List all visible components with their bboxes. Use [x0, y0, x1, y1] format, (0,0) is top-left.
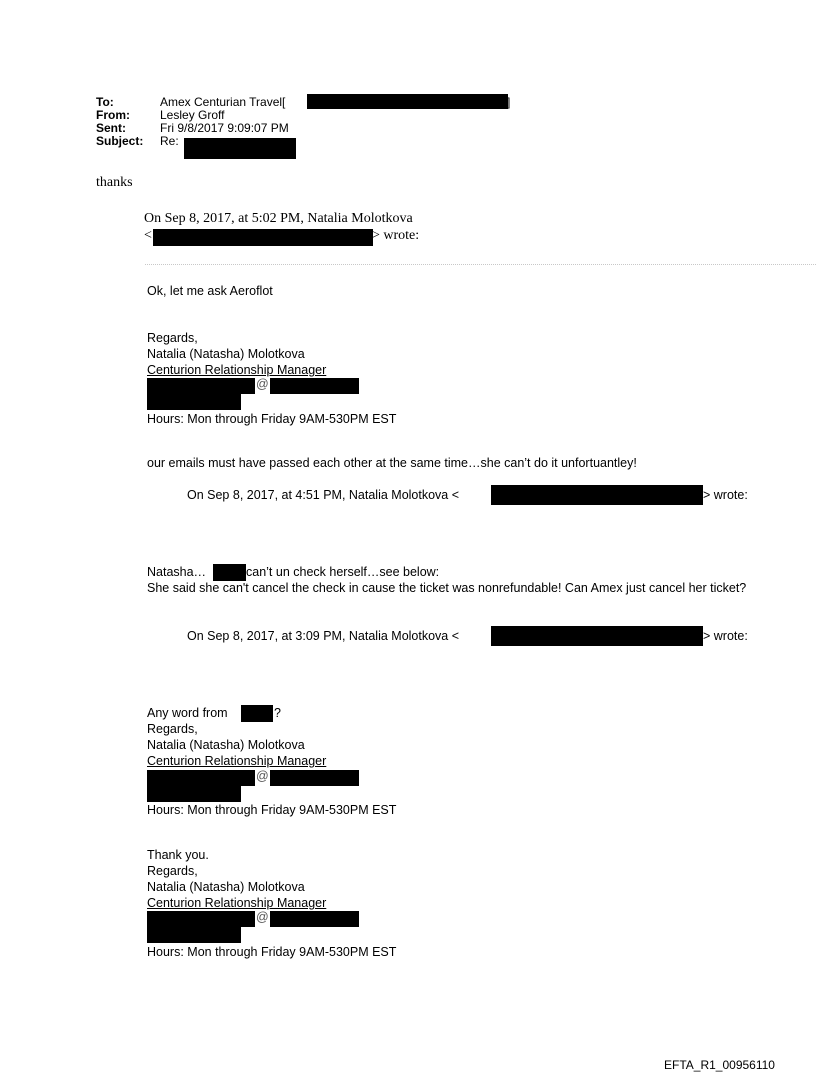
redaction-box	[307, 94, 511, 109]
signature-hours: Hours: Mon through Friday 9AM-530PM EST	[147, 945, 397, 959]
message-text: Ok, let me ask Aeroflot	[147, 284, 273, 298]
redaction-box	[147, 393, 241, 410]
redaction-box	[270, 770, 359, 786]
email-at-sign: @	[256, 910, 269, 924]
redaction-box	[147, 926, 241, 943]
signature-regards: Regards,	[147, 331, 198, 345]
message-text-line2: She said she can't cancel the check in cause the ticket was nonrefundable! Can Amex just cancel her ticket?	[147, 581, 747, 595]
redaction-box	[147, 378, 255, 394]
signature-title: Centurion Relationship Manager	[147, 363, 327, 377]
signature-hours: Hours: Mon through Friday 9AM-530PM EST	[147, 803, 397, 817]
redaction-box	[184, 138, 296, 159]
from-value: Lesley Groff	[160, 108, 225, 122]
to-value: Amex Centurian Travel[	[160, 95, 286, 109]
signature-name: Natalia (Natasha) Molotkova	[147, 880, 305, 894]
quote-divider	[145, 264, 816, 265]
quote-header-suffix: > wrote:	[703, 488, 748, 502]
redaction-box	[270, 911, 359, 927]
redaction-box	[491, 485, 703, 505]
signature-regards: Regards,	[147, 864, 198, 878]
quote-header-line1: On Sep 8, 2017, at 5:02 PM, Natalia Molotkova	[144, 211, 413, 226]
redaction-box	[241, 705, 273, 722]
signature-regards: Regards,	[147, 722, 198, 736]
message-text: our emails must have passed each other at the same time…she can’t do it unfortuantley!	[147, 456, 637, 470]
from-label: From:	[96, 108, 130, 122]
redaction-box	[491, 626, 703, 646]
subject-label: Subject:	[96, 134, 144, 148]
message-text-b: ?	[274, 706, 281, 720]
sent-label: Sent:	[96, 121, 126, 135]
quote-header-prefix: On Sep 8, 2017, at 3:09 PM, Natalia Molotkova <	[187, 629, 460, 643]
redaction-box	[147, 770, 255, 786]
to-label: To:	[96, 95, 114, 109]
email-at-sign: @	[256, 769, 269, 783]
quote-header-open: <	[144, 228, 152, 243]
message-text: Thank you.	[147, 848, 209, 862]
signature-name: Natalia (Natasha) Molotkova	[147, 347, 305, 361]
to-tail: ]	[507, 95, 511, 109]
bates-number: EFTA_R1_00956110	[664, 1058, 775, 1072]
signature-name: Natalia (Natasha) Molotkova	[147, 738, 305, 752]
message-text-a: Any word from	[147, 706, 228, 720]
quote-header-close: > wrote:	[372, 228, 420, 243]
message-text-a: Natasha…	[147, 565, 207, 579]
message-text-b: can’t un check herself…see below:	[246, 565, 440, 579]
email-at-sign: @	[256, 377, 269, 391]
sent-value: Fri 9/8/2017 9:09:07 PM	[160, 121, 289, 135]
quote-header-suffix: > wrote:	[703, 629, 748, 643]
redaction-box	[153, 229, 373, 246]
signature-hours: Hours: Mon through Friday 9AM-530PM EST	[147, 412, 397, 426]
redaction-box	[147, 911, 255, 927]
signature-title: Centurion Relationship Manager	[147, 754, 327, 768]
signature-title: Centurion Relationship Manager	[147, 896, 327, 910]
subject-value: Re:	[160, 134, 179, 148]
redaction-box	[213, 564, 246, 581]
quote-header-prefix: On Sep 8, 2017, at 4:51 PM, Natalia Molotkova <	[187, 488, 460, 502]
redaction-box	[270, 378, 359, 394]
redaction-box	[147, 785, 241, 802]
reply-text: thanks	[96, 175, 133, 190]
